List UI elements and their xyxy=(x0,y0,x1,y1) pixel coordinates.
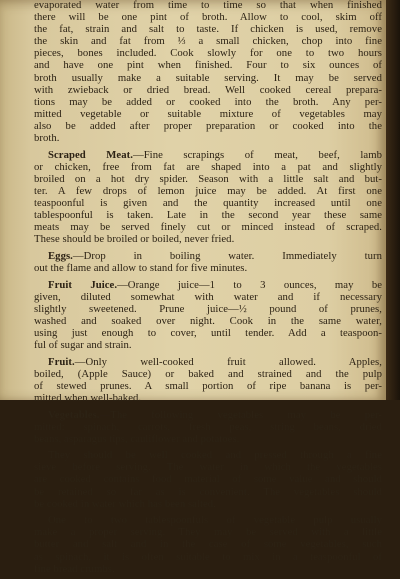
text-line: broth. xyxy=(34,132,60,145)
broth-paragraph xyxy=(34,0,382,144)
text-line xyxy=(34,250,382,262)
text-line: are cooked contains food material of some value and should xyxy=(34,473,382,486)
text-line: teaspoonful is given and the quantity increased until one xyxy=(34,197,382,209)
text-line: sieve before serving. The water in which the vegetables xyxy=(34,461,382,474)
text-line: tions may be added or cooked into the broth. Any per- xyxy=(34,95,382,108)
text-line: be retained so far as is convenient. The vegetables should xyxy=(34,485,382,498)
fruit-juice-paragraph xyxy=(34,279,382,352)
section-heading: Fruit. xyxy=(48,355,75,368)
text-line: fine bread crumbs. xyxy=(34,562,115,575)
text-line: ful of sugar and strain. xyxy=(34,339,132,352)
text-line: out the flame and allow to stand for five minutes. xyxy=(34,261,248,274)
page-binding-edge xyxy=(386,0,400,400)
vegetables-paragraph xyxy=(34,409,382,445)
page-text xyxy=(34,0,382,579)
text-line: or chicken, free from fat are shaped into a pat and slightly xyxy=(34,160,382,173)
section-heading: Scraped Meat. xyxy=(48,148,133,161)
text-line: with zwieback or dried bread. Well cooked cereal prepara- xyxy=(34,83,382,96)
text-line: the fat, strain and salt to taste. If chicken is used, remove xyxy=(34,23,382,36)
text-line xyxy=(34,149,382,161)
text-line: given, diluted somewhat with water and if necessary xyxy=(34,290,382,303)
text-line: be cooked in water which has been salted. xyxy=(34,497,216,510)
text-line: meats may be served finely cut or minced instead of scraped. xyxy=(34,221,382,234)
text-fragment: —Fine scrapings of meat, beef, lamb xyxy=(132,148,382,161)
eggs-paragraph xyxy=(34,250,382,274)
fruit-paragraph xyxy=(34,356,382,404)
section-heading: Fruit Juice. xyxy=(48,278,118,291)
text-line: mitted when well-baked. xyxy=(34,391,142,404)
text-line: make a proper serving. They may be served with a little xyxy=(34,526,382,539)
text-fragment: —Drop in boiling water. Immediately turn xyxy=(72,249,382,262)
text-line: One to two tablespoonfuls of vegetable pulp usually xyxy=(48,514,382,527)
text-line: ter. A few drops of lemon juice may be added. At first one xyxy=(34,184,382,197)
text-line xyxy=(34,356,382,368)
text-line: broiled on a hot dry spider. Season with a little salt and but- xyxy=(34,172,382,185)
text-line: the skin and fat from ⅓ a small chicken, chop into fine xyxy=(34,35,382,48)
text-line: slightly sweetened. Prune juice—½ pound of prunes, xyxy=(34,302,382,315)
text-line: of stewed prunes. A small portion of ripe banana is per- xyxy=(34,379,382,392)
text-fragment: —The following vegetables may be per- xyxy=(99,408,382,421)
text-line xyxy=(34,279,382,291)
text-line: These should be broiled or boiled, never fried. xyxy=(34,233,235,246)
section-heading: Vegetables. xyxy=(48,408,100,421)
text-line: tablespoonful is taken. Late in the second year these same xyxy=(34,209,382,222)
text-line: butter and salt and in the case of some vegetables, such xyxy=(34,538,382,551)
text-line: beans, asparagus tips, cauliflower and potatoes. xyxy=(34,432,240,445)
text-fragment: —Only well-cooked fruit allowed. Apples, xyxy=(74,355,382,368)
text-line: broth usually make a suitable serving. It may be served xyxy=(34,71,382,84)
text-line: there will be one pint of broth. Allow to cool, skim off xyxy=(34,11,382,24)
vegetable-cooking-paragraph xyxy=(34,449,382,509)
text-line: using just enough to cover, until tender. Add a teaspoon- xyxy=(34,326,382,339)
text-line: as spinach, it is often suitable to mix in a teaspoonful of xyxy=(34,550,382,563)
text-line: and have one pint when finished. Four to six ounces of xyxy=(34,59,382,72)
text-line: They should be well cooked and pressed through a fine xyxy=(48,449,382,462)
text-line: pieces, bones included. Cook slowly for one to two hours xyxy=(34,47,382,60)
text-line: mitted vegetable or suitable mixture of vegetables may xyxy=(34,107,382,120)
section-heading: Eggs. xyxy=(48,249,73,262)
text-line xyxy=(34,409,382,421)
text-line: washed and soaked over night. Cook in the same water, xyxy=(34,314,382,327)
text-line: also be added after proper preparation or cooked into the xyxy=(34,119,382,132)
text-fragment: —Orange juice—1 to 3 ounces, may be xyxy=(117,278,383,291)
text-line: evaporated water from time to time so that when finished xyxy=(34,0,382,11)
text-line: boiled, (Apple Sauce) or baked and strained and the pulp xyxy=(34,367,382,380)
vegetable-serving-paragraph xyxy=(34,514,382,574)
scraped-meat-paragraph xyxy=(34,149,382,246)
text-line: mitted: spinach, carrots, fresh peas, string beans, dried xyxy=(34,420,382,433)
